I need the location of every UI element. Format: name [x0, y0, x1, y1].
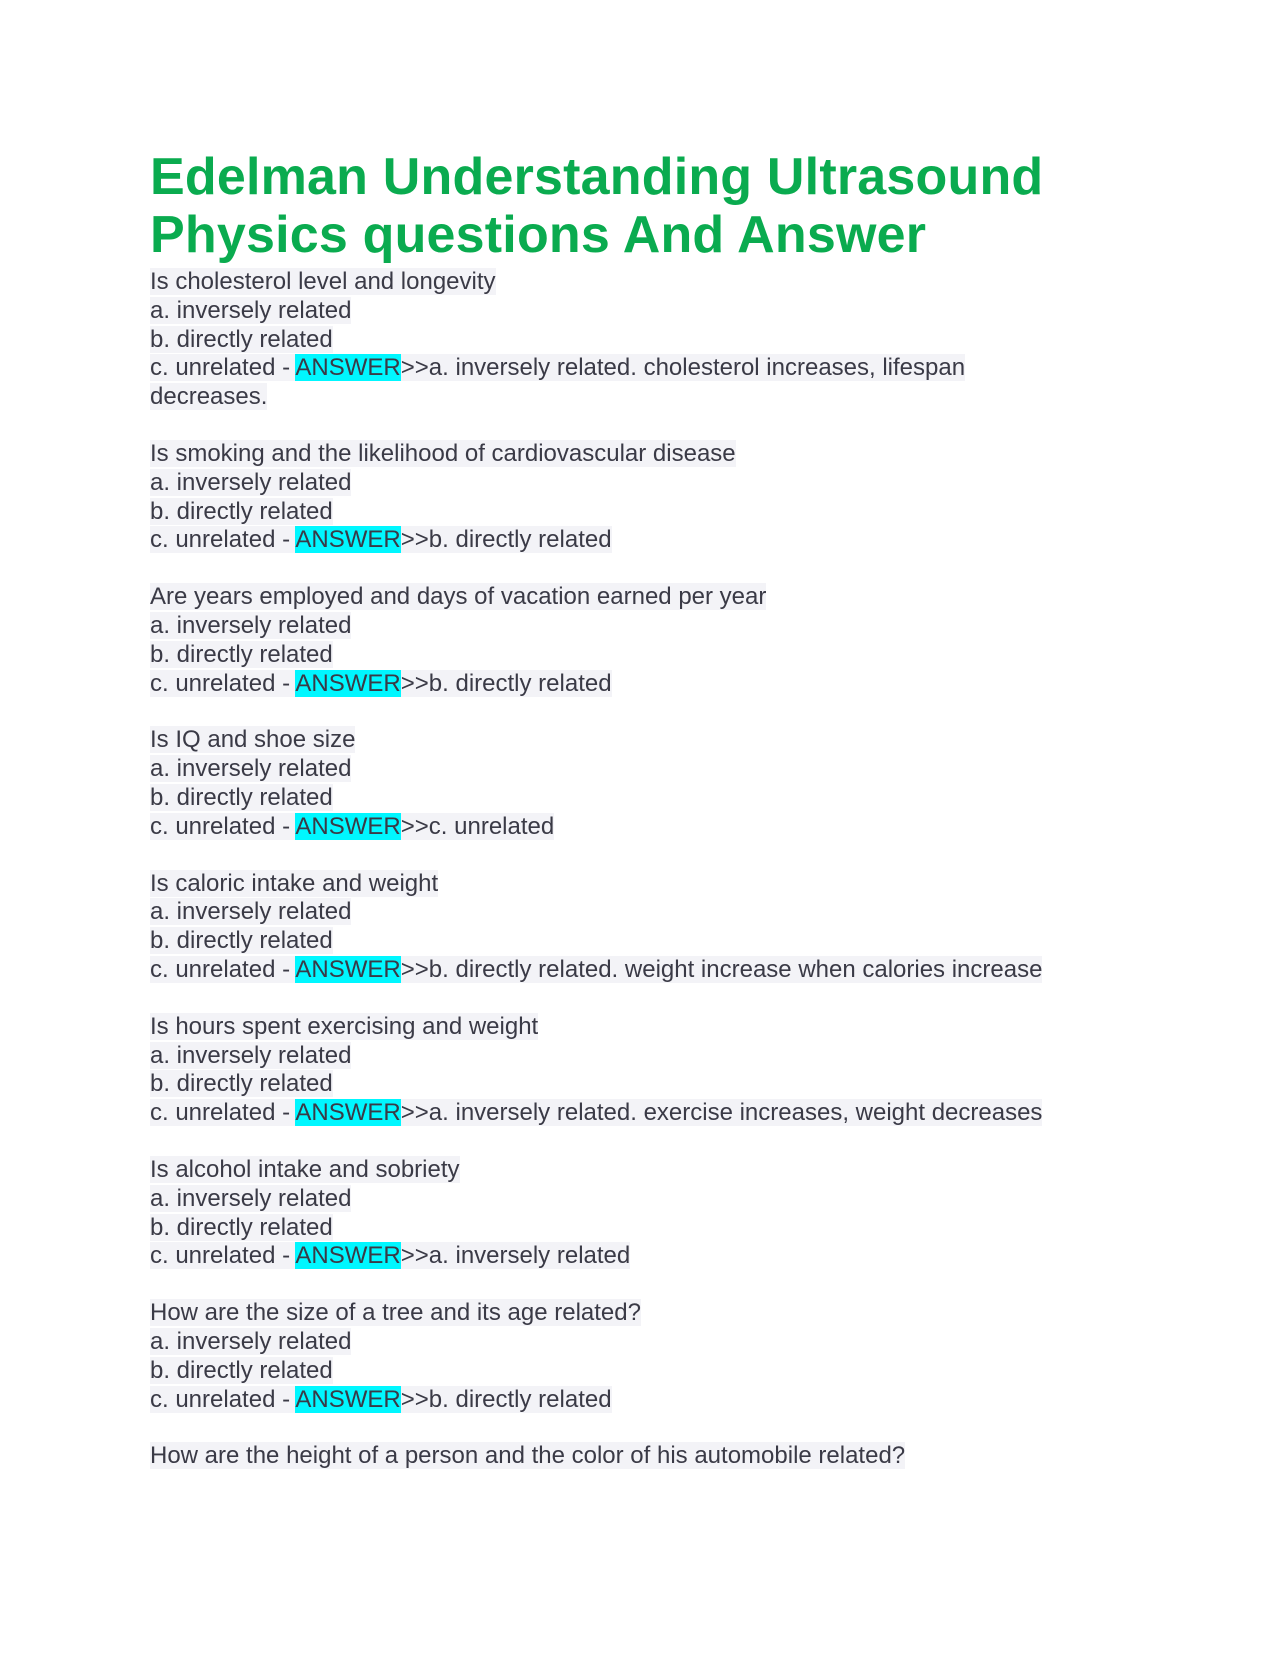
question-text: Is alcohol intake and sobriety [150, 1155, 460, 1183]
question-text: Are years employed and days of vacation earned per year [150, 583, 767, 611]
option-b: b. directly related [150, 1213, 333, 1241]
question-block [150, 583, 1140, 698]
option-b: b. directly related [150, 783, 333, 811]
question-text: How are the height of a person and the color of his automobile related? [150, 1442, 906, 1470]
answer-tag: ANSWER [295, 812, 401, 840]
answer-text: >>a. inversely related [400, 1242, 631, 1270]
answer-tag: ANSWER [295, 1385, 401, 1413]
option-b: b. directly related [150, 325, 333, 353]
title-line-1: Edelman Understanding Ultrasound [150, 148, 1044, 206]
option-b: b. directly related [150, 497, 333, 525]
option-a: a. inversely related [150, 296, 352, 324]
option-c: c. unrelated - [150, 1385, 296, 1413]
option-a: a. inversely related [150, 1184, 352, 1212]
question-block [150, 1013, 1140, 1128]
question-text: Is cholesterol level and longevity [150, 268, 496, 295]
option-a: a. inversely related [150, 755, 352, 783]
document-page [150, 148, 1140, 1471]
question-block [150, 1442, 1140, 1471]
answer-tag: ANSWER [295, 526, 401, 554]
answer-tag: ANSWER [295, 669, 401, 697]
answer-text: >>b. directly related [400, 669, 612, 697]
answer-tag: ANSWER [295, 955, 401, 983]
question-text: Is hours spent exercising and weight [150, 1012, 539, 1040]
option-c: c. unrelated - [150, 354, 296, 382]
option-a: a. inversely related [150, 1041, 352, 1069]
answer-text: >>b. directly related. weight increase when calories increase [400, 955, 1043, 983]
option-c: c. unrelated - [150, 955, 296, 983]
question-block [150, 870, 1140, 985]
question-text: Is IQ and shoe size [150, 726, 356, 754]
answer-text: >>a. inversely related. cholesterol increases, lifespan [400, 354, 966, 382]
option-a: a. inversely related [150, 898, 352, 926]
title-line-2: Physics questions And Answer [150, 206, 927, 264]
answer-tag: ANSWER [295, 354, 401, 382]
question-text: How are the size of a tree and its age related? [150, 1299, 641, 1327]
option-c: c. unrelated - [150, 1242, 296, 1270]
question-text: Is smoking and the likelihood of cardiovascular disease [150, 439, 736, 467]
option-b: b. directly related [150, 640, 333, 668]
question-block [150, 1156, 1140, 1271]
title-block [150, 148, 1140, 264]
question-block [150, 268, 1140, 412]
document-title [150, 148, 1140, 264]
option-b: b. directly related [150, 927, 333, 955]
option-a: a. inversely related [150, 611, 352, 639]
option-a: a. inversely related [150, 1327, 352, 1355]
option-b: b. directly related [150, 1070, 333, 1098]
option-c: c. unrelated - [150, 669, 296, 697]
question-block [150, 440, 1140, 555]
answer-text: >>a. inversely related. exercise increases, weight decreases [400, 1099, 1043, 1127]
answer-tag: ANSWER [295, 1242, 401, 1270]
answer-text: >>b. directly related [400, 1385, 612, 1413]
option-c: c. unrelated - [150, 526, 296, 554]
option-c: c. unrelated - [150, 1099, 296, 1127]
question-block [150, 1299, 1140, 1414]
option-c: c. unrelated - [150, 812, 296, 840]
question-block [150, 726, 1140, 841]
option-b: b. directly related [150, 1356, 333, 1384]
question-text: Is caloric intake and weight [150, 869, 439, 897]
option-a: a. inversely related [150, 468, 352, 496]
answer-text-continued: decreases. [150, 383, 268, 411]
answer-tag: ANSWER [295, 1099, 401, 1127]
answer-text: >>b. directly related [400, 526, 612, 554]
answer-text: >>c. unrelated [400, 812, 555, 840]
